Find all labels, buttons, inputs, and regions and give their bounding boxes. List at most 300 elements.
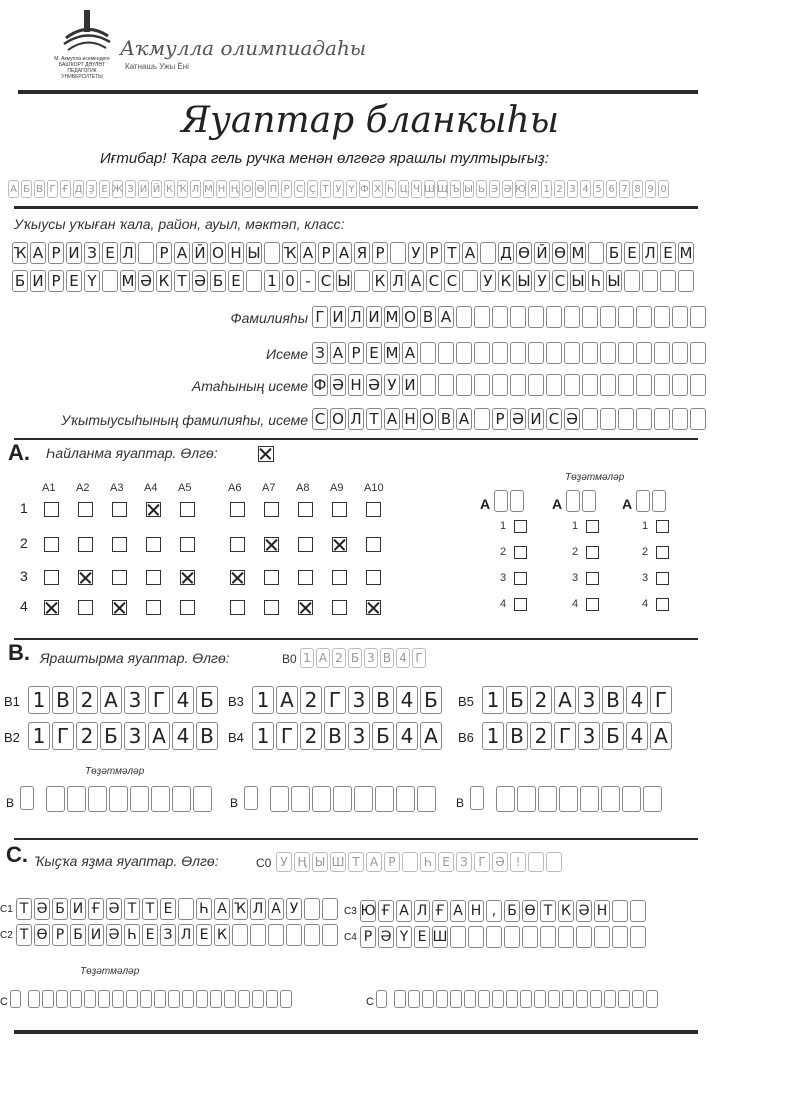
school-char-cell[interactable]: Б: [12, 270, 28, 292]
correction-checkbox[interactable]: [586, 546, 599, 559]
correction-checkbox[interactable]: [656, 546, 669, 559]
field-char-cell[interactable]: Ә: [510, 408, 526, 430]
answer-char-cell[interactable]: 1: [252, 686, 274, 714]
answer-char-cell[interactable]: [232, 924, 248, 946]
correction-input[interactable]: [496, 786, 664, 812]
answer-char-cell[interactable]: 2: [76, 686, 98, 714]
answer-char-cell[interactable]: [612, 926, 628, 948]
correction-cell-cell[interactable]: [652, 490, 666, 512]
correction-cell-cell[interactable]: [112, 990, 124, 1008]
field-char-cell[interactable]: [510, 374, 526, 396]
answer-checkbox-a4-2[interactable]: [146, 537, 161, 552]
correction-cell-cell[interactable]: [618, 990, 630, 1008]
answer-checkbox-a2-1[interactable]: [78, 502, 93, 517]
field-char-cell[interactable]: [654, 374, 670, 396]
answer-char-cell[interactable]: Е: [196, 924, 212, 946]
answer-char-cell[interactable]: А: [214, 898, 230, 920]
field-char-cell[interactable]: [438, 374, 454, 396]
correction-input[interactable]: [270, 786, 438, 812]
section-b-answer-b1[interactable]: [28, 686, 220, 714]
school-char-cell[interactable]: З: [84, 242, 100, 264]
field-char-cell[interactable]: А: [384, 408, 400, 430]
answer-checkbox-a5-3[interactable]: [180, 570, 195, 585]
answer-char-cell[interactable]: [268, 924, 284, 946]
field-char-cell[interactable]: [636, 342, 652, 364]
answer-char-cell[interactable]: 1: [482, 686, 504, 714]
answer-char-cell[interactable]: Е: [142, 924, 158, 946]
school-char-cell[interactable]: Б: [606, 242, 622, 264]
correction-cell-cell[interactable]: [470, 786, 484, 810]
answer-char-cell[interactable]: 4: [626, 722, 648, 750]
answer-char-cell[interactable]: Р: [52, 924, 68, 946]
school-char-cell[interactable]: С: [426, 270, 442, 292]
school-char-cell[interactable]: 0: [282, 270, 298, 292]
answer-char-cell[interactable]: Н: [594, 900, 610, 922]
field-char-cell[interactable]: [582, 374, 598, 396]
field-char-cell[interactable]: [654, 342, 670, 364]
answer-char-cell[interactable]: 4: [396, 722, 418, 750]
answer-char-cell[interactable]: 1: [28, 722, 50, 750]
answer-char-cell[interactable]: Ү: [396, 926, 412, 948]
answer-char-cell[interactable]: 2: [76, 722, 98, 750]
answer-char-cell[interactable]: 4: [626, 686, 648, 714]
correction-cell-cell[interactable]: [464, 990, 476, 1008]
school-char-cell[interactable]: О: [210, 242, 226, 264]
school-char-cell[interactable]: [390, 242, 406, 264]
field-char-cell[interactable]: Е: [366, 342, 382, 364]
answer-char-cell[interactable]: Ө: [522, 900, 538, 922]
answer-char-cell[interactable]: Ә: [576, 900, 592, 922]
school-char-cell[interactable]: Е: [66, 270, 82, 292]
correction-cell-cell[interactable]: [109, 786, 128, 812]
school-char-cell[interactable]: А: [30, 242, 46, 264]
correction-input[interactable]: [470, 786, 486, 810]
school-char-cell[interactable]: [480, 242, 496, 264]
field-char-cell[interactable]: [456, 374, 472, 396]
answer-checkbox-a7-4[interactable]: [264, 600, 279, 615]
school-char-cell[interactable]: 1: [264, 270, 280, 292]
school-char-cell[interactable]: Ы: [571, 272, 585, 290]
correction-input[interactable]: [566, 490, 598, 512]
correction-input[interactable]: [494, 490, 526, 512]
school-char-cell[interactable]: Р: [318, 242, 334, 264]
correction-cell-cell[interactable]: [270, 786, 289, 812]
field-char-cell[interactable]: [528, 306, 544, 328]
correction-cell-cell[interactable]: [98, 990, 110, 1008]
field-char-cell[interactable]: [690, 342, 706, 364]
field-char-cell[interactable]: Р: [348, 342, 364, 364]
answer-checkbox-a1-4[interactable]: [44, 600, 59, 615]
answer-checkbox-a8-4[interactable]: [298, 600, 313, 615]
answer-checkbox-a10-3[interactable]: [366, 570, 381, 585]
correction-cell-cell[interactable]: [582, 490, 596, 512]
field-char-cell[interactable]: [564, 374, 580, 396]
field-char-cell[interactable]: [672, 306, 688, 328]
answer-char-cell[interactable]: Г: [276, 722, 298, 750]
answer-char-cell[interactable]: Ғ: [378, 900, 394, 922]
field-char-cell[interactable]: [546, 342, 562, 364]
answer-char-cell[interactable]: ,: [486, 900, 502, 922]
field-char-cell[interactable]: Т: [366, 408, 382, 430]
field-char-cell[interactable]: [600, 408, 616, 430]
field-char-cell[interactable]: [636, 374, 652, 396]
section-b-answer-b5[interactable]: [482, 686, 674, 714]
answer-char-cell[interactable]: Һ: [124, 924, 140, 946]
field-char-cell[interactable]: А: [438, 306, 454, 328]
school-char-cell[interactable]: С: [318, 270, 334, 292]
answer-checkbox-a7-1[interactable]: [264, 502, 279, 517]
correction-cell-cell[interactable]: [238, 990, 250, 1008]
correction-cell-cell[interactable]: [84, 990, 96, 1008]
answer-char-cell[interactable]: [304, 924, 320, 946]
field-char-cell[interactable]: [600, 342, 616, 364]
answer-char-cell[interactable]: [540, 926, 556, 948]
field-input-row[interactable]: [312, 306, 708, 328]
correction-cell-cell[interactable]: [510, 490, 524, 512]
correction-cell-cell[interactable]: [646, 990, 658, 1008]
answer-checkbox-a9-1[interactable]: [332, 502, 347, 517]
correction-checkbox[interactable]: [656, 520, 669, 533]
school-char-cell[interactable]: Д: [498, 242, 514, 264]
answer-char-cell[interactable]: Ә: [34, 898, 50, 920]
correction-cell-cell[interactable]: [224, 990, 236, 1008]
answer-char-cell[interactable]: Г: [52, 722, 74, 750]
correction-checkbox[interactable]: [514, 520, 527, 533]
correction-input[interactable]: [20, 786, 36, 810]
answer-char-cell[interactable]: А: [276, 686, 298, 714]
field-char-cell[interactable]: А: [456, 408, 472, 430]
school-char-cell[interactable]: Ы: [517, 272, 531, 290]
field-char-cell[interactable]: Ә: [366, 374, 382, 396]
school-char-cell[interactable]: [588, 242, 604, 264]
correction-cell-cell[interactable]: [172, 786, 191, 812]
correction-cell-cell[interactable]: [312, 786, 331, 812]
school-char-cell[interactable]: Б: [210, 270, 226, 292]
school-char-cell[interactable]: Р: [48, 242, 64, 264]
answer-checkbox-a6-1[interactable]: [230, 502, 245, 517]
field-char-cell[interactable]: И: [366, 306, 382, 328]
school-char-cell[interactable]: А: [174, 242, 190, 264]
answer-char-cell[interactable]: 1: [28, 686, 50, 714]
answer-char-cell[interactable]: 4: [396, 686, 418, 714]
answer-char-cell[interactable]: К: [558, 900, 574, 922]
answer-char-cell[interactable]: 3: [124, 722, 146, 750]
answer-char-cell[interactable]: Б: [372, 722, 394, 750]
answer-checkbox-a4-1[interactable]: [146, 502, 161, 517]
answer-checkbox-a3-1[interactable]: [112, 502, 127, 517]
answer-char-cell[interactable]: Л: [250, 898, 266, 920]
school-char-cell[interactable]: Ө: [552, 242, 568, 264]
answer-char-cell[interactable]: Ә: [106, 898, 122, 920]
answer-checkbox-a8-3[interactable]: [298, 570, 313, 585]
correction-cell-cell[interactable]: [154, 990, 166, 1008]
correction-cell-cell[interactable]: [576, 990, 588, 1008]
field-char-cell[interactable]: [456, 306, 472, 328]
field-char-cell[interactable]: [546, 306, 562, 328]
field-char-cell[interactable]: [510, 306, 526, 328]
school-char-cell[interactable]: М: [679, 244, 693, 262]
answer-char-cell[interactable]: 3: [578, 722, 600, 750]
answer-checkbox-a5-1[interactable]: [180, 502, 195, 517]
school-char-cell[interactable]: -: [300, 270, 316, 292]
field-char-cell[interactable]: [654, 408, 670, 430]
answer-char-cell[interactable]: Т: [124, 898, 140, 920]
answer-char-cell[interactable]: [304, 898, 320, 920]
answer-char-cell[interactable]: Ғ: [432, 900, 448, 922]
answer-char-cell[interactable]: [504, 926, 520, 948]
section-b-answer-b2[interactable]: [28, 722, 220, 750]
answer-char-cell[interactable]: Ш: [432, 926, 448, 948]
field-char-cell[interactable]: Ф: [313, 376, 327, 394]
correction-cell-cell[interactable]: [622, 786, 641, 812]
answer-char-cell[interactable]: А: [396, 900, 412, 922]
correction-checkbox[interactable]: [586, 520, 599, 533]
answer-checkbox-a2-3[interactable]: [78, 570, 93, 585]
answer-char-cell[interactable]: Б: [602, 722, 624, 750]
school-char-cell[interactable]: Ҡ: [283, 244, 297, 262]
correction-cell-cell[interactable]: [394, 990, 406, 1008]
answer-checkbox-a2-2[interactable]: [78, 537, 93, 552]
correction-cell-cell[interactable]: [496, 786, 515, 812]
field-char-cell[interactable]: [420, 374, 436, 396]
school-char-cell[interactable]: Н: [228, 242, 244, 264]
school-char-cell[interactable]: Т: [444, 242, 460, 264]
school-char-cell[interactable]: А: [300, 242, 316, 264]
field-char-cell[interactable]: Л: [348, 408, 364, 430]
correction-cell-cell[interactable]: [506, 990, 518, 1008]
answer-char-cell[interactable]: [286, 924, 302, 946]
answer-checkbox-a1-2[interactable]: [44, 537, 59, 552]
correction-cell-cell[interactable]: [436, 990, 448, 1008]
answer-char-cell[interactable]: Б: [196, 686, 218, 714]
answer-char-cell[interactable]: К: [214, 924, 230, 946]
answer-char-cell[interactable]: [468, 926, 484, 948]
answer-checkbox-a5-4[interactable]: [180, 600, 195, 615]
section-b-answer-b4[interactable]: [252, 722, 444, 750]
answer-char-cell[interactable]: Е: [414, 926, 430, 948]
answer-char-cell[interactable]: Ҡ: [232, 898, 248, 920]
field-char-cell[interactable]: О: [402, 306, 418, 328]
field-char-cell[interactable]: В: [438, 408, 454, 430]
correction-input[interactable]: [394, 990, 660, 1008]
answer-char-cell[interactable]: У: [286, 898, 302, 920]
field-char-cell[interactable]: [636, 306, 652, 328]
school-char-cell[interactable]: [678, 270, 694, 292]
field-input-row[interactable]: [312, 342, 708, 364]
correction-cell-cell[interactable]: [28, 990, 40, 1008]
school-char-cell[interactable]: Т: [174, 270, 190, 292]
field-char-cell[interactable]: [564, 342, 580, 364]
answer-char-cell[interactable]: [178, 898, 194, 920]
answer-char-cell[interactable]: 2: [530, 722, 552, 750]
correction-input[interactable]: [46, 786, 214, 812]
school-char-cell[interactable]: А: [462, 242, 478, 264]
answer-checkbox-a1-3[interactable]: [44, 570, 59, 585]
school-char-cell[interactable]: У: [534, 270, 550, 292]
answer-char-cell[interactable]: 4: [172, 686, 194, 714]
answer-checkbox-a3-3[interactable]: [112, 570, 127, 585]
field-char-cell[interactable]: М: [385, 344, 399, 362]
field-char-cell[interactable]: [510, 342, 526, 364]
answer-char-cell[interactable]: Ю: [360, 900, 376, 922]
school-line-1[interactable]: [12, 242, 696, 264]
answer-char-cell[interactable]: Н: [468, 900, 484, 922]
answer-char-cell[interactable]: А: [650, 722, 672, 750]
correction-cell-cell[interactable]: [42, 990, 54, 1008]
correction-input[interactable]: [376, 990, 389, 1008]
correction-cell-cell[interactable]: [517, 786, 536, 812]
answer-char-cell[interactable]: [486, 926, 502, 948]
field-char-cell[interactable]: И: [528, 408, 544, 430]
field-char-cell[interactable]: В: [420, 306, 436, 328]
school-char-cell[interactable]: Я: [354, 242, 370, 264]
field-char-cell[interactable]: [492, 342, 508, 364]
school-char-cell[interactable]: Ҡ: [13, 244, 27, 262]
school-char-cell[interactable]: [138, 242, 154, 264]
correction-cell-cell[interactable]: [604, 990, 616, 1008]
school-line-2[interactable]: [12, 270, 696, 292]
answer-char-cell[interactable]: Р: [360, 926, 376, 948]
field-char-cell[interactable]: [528, 374, 544, 396]
answer-char-cell[interactable]: Ә: [378, 926, 394, 948]
school-char-cell[interactable]: [246, 270, 262, 292]
field-char-cell[interactable]: [618, 306, 634, 328]
school-char-cell[interactable]: А: [336, 242, 352, 264]
answer-checkbox-a6-3[interactable]: [230, 570, 245, 585]
answer-checkbox-a9-4[interactable]: [332, 600, 347, 615]
correction-cell-cell[interactable]: [559, 786, 578, 812]
school-char-cell[interactable]: Ы: [247, 244, 261, 262]
school-char-cell[interactable]: К: [156, 270, 172, 292]
school-char-cell[interactable]: Л: [120, 242, 136, 264]
correction-cell-cell[interactable]: [193, 786, 212, 812]
answer-checkbox-a3-2[interactable]: [112, 537, 127, 552]
answer-char-cell[interactable]: 3: [348, 722, 370, 750]
answer-char-cell[interactable]: 1: [252, 722, 274, 750]
correction-input[interactable]: [28, 990, 294, 1008]
correction-cell-cell[interactable]: [494, 490, 508, 512]
section-b-answer-b6[interactable]: [482, 722, 674, 750]
school-char-cell[interactable]: Ы: [337, 272, 351, 290]
answer-checkbox-a10-2[interactable]: [366, 537, 381, 552]
correction-cell-cell[interactable]: [151, 786, 170, 812]
answer-char-cell[interactable]: Т: [540, 900, 556, 922]
correction-cell-cell[interactable]: [417, 786, 436, 812]
field-char-cell[interactable]: Ә: [564, 408, 580, 430]
field-char-cell[interactable]: С: [312, 408, 328, 430]
answer-char-cell[interactable]: [594, 926, 610, 948]
answer-char-cell[interactable]: Ә: [106, 924, 122, 946]
field-char-cell[interactable]: [474, 342, 490, 364]
answer-checkbox-a6-2[interactable]: [230, 537, 245, 552]
answer-char-cell[interactable]: Л: [414, 900, 430, 922]
answer-checkbox-a1-1[interactable]: [44, 502, 59, 517]
section-c-answer-c4[interactable]: [360, 926, 648, 948]
correction-cell-cell[interactable]: [126, 990, 138, 1008]
school-char-cell[interactable]: К: [372, 270, 388, 292]
correction-cell-cell[interactable]: [580, 786, 599, 812]
correction-cell-cell[interactable]: [376, 990, 387, 1008]
answer-char-cell[interactable]: Б: [100, 722, 122, 750]
answer-char-cell[interactable]: Л: [178, 924, 194, 946]
school-char-cell[interactable]: Й: [192, 242, 208, 264]
school-char-cell[interactable]: М: [121, 272, 135, 290]
field-char-cell[interactable]: [420, 342, 436, 364]
field-char-cell[interactable]: [456, 342, 472, 364]
field-char-cell[interactable]: [474, 408, 490, 430]
field-char-cell[interactable]: И: [330, 306, 346, 328]
field-char-cell[interactable]: [690, 408, 706, 430]
field-char-cell[interactable]: [564, 306, 580, 328]
school-char-cell[interactable]: [102, 270, 118, 292]
field-char-cell[interactable]: О: [420, 408, 436, 430]
school-char-cell[interactable]: [642, 270, 658, 292]
answer-char-cell[interactable]: [450, 926, 466, 948]
field-char-cell[interactable]: [618, 342, 634, 364]
correction-cell-cell[interactable]: [130, 786, 149, 812]
field-char-cell[interactable]: [654, 306, 670, 328]
answer-char-cell[interactable]: Г: [650, 686, 672, 714]
answer-char-cell[interactable]: [322, 898, 338, 920]
correction-cell-cell[interactable]: [354, 786, 373, 812]
field-char-cell[interactable]: [546, 374, 562, 396]
correction-cell-cell[interactable]: [88, 786, 107, 812]
school-char-cell[interactable]: Р: [48, 270, 64, 292]
answer-char-cell[interactable]: Г: [148, 686, 170, 714]
field-char-cell[interactable]: А: [402, 342, 418, 364]
correction-cell-cell[interactable]: [46, 786, 65, 812]
correction-cell-cell[interactable]: [252, 990, 264, 1008]
field-char-cell[interactable]: [474, 306, 490, 328]
field-char-cell[interactable]: [618, 408, 634, 430]
field-char-cell[interactable]: [438, 342, 454, 364]
field-char-cell[interactable]: [582, 342, 598, 364]
field-char-cell[interactable]: [618, 374, 634, 396]
correction-cell-cell[interactable]: [280, 990, 292, 1008]
school-char-cell[interactable]: М: [571, 244, 585, 262]
answer-char-cell[interactable]: [322, 924, 338, 946]
correction-cell-cell[interactable]: [548, 990, 560, 1008]
answer-char-cell[interactable]: Т: [16, 898, 32, 920]
answer-char-cell[interactable]: 3: [578, 686, 600, 714]
field-char-cell[interactable]: [600, 374, 616, 396]
field-char-cell[interactable]: [690, 306, 706, 328]
field-char-cell[interactable]: [474, 374, 490, 396]
correction-cell-cell[interactable]: [534, 990, 546, 1008]
school-char-cell[interactable]: Е: [660, 242, 676, 264]
correction-cell-cell[interactable]: [492, 990, 504, 1008]
answer-char-cell[interactable]: Е: [160, 898, 176, 920]
school-char-cell[interactable]: Ү: [84, 270, 100, 292]
field-char-cell[interactable]: [690, 374, 706, 396]
correction-cell-cell[interactable]: [562, 990, 574, 1008]
answer-char-cell[interactable]: Һ: [196, 898, 212, 920]
answer-char-cell[interactable]: Б: [504, 900, 520, 922]
correction-input[interactable]: [10, 990, 23, 1008]
field-char-cell[interactable]: О: [330, 408, 346, 430]
field-char-cell[interactable]: Г: [312, 306, 328, 328]
correction-cell-cell[interactable]: [520, 990, 532, 1008]
answer-char-cell[interactable]: В: [324, 722, 346, 750]
school-char-cell[interactable]: И: [66, 242, 82, 264]
field-char-cell[interactable]: С: [546, 408, 562, 430]
correction-cell-cell[interactable]: [244, 786, 258, 810]
correction-input[interactable]: [636, 490, 668, 512]
field-char-cell[interactable]: Н: [348, 374, 364, 396]
correction-checkbox[interactable]: [514, 546, 527, 559]
correction-checkbox[interactable]: [656, 572, 669, 585]
section-c-answer-c1[interactable]: [16, 898, 340, 920]
